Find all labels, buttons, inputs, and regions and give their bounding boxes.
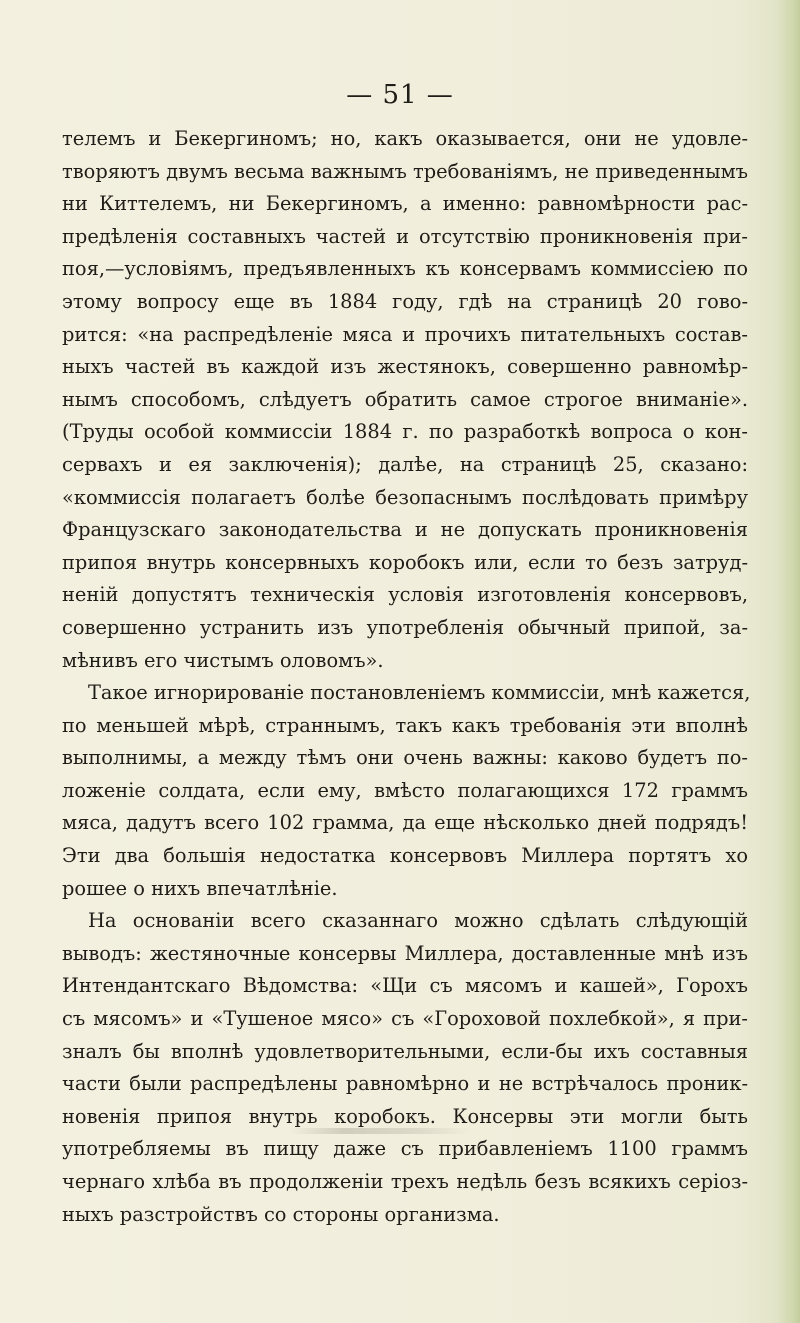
text-line: рится: «на распредѣленіе мяса и прочихъ питательныхъ состав- [62,322,748,346]
text-line: чернаго хлѣба въ продолженіи трехъ недѣль безъ всякихъ серіоз- [62,1170,748,1193]
text-line: ни Киттелемъ, ни Бекергиномъ, а именно: равномѣрности рас- [62,192,748,216]
body-text [62,123,751,1231]
text-line: Эти два большія недостатка консервовъ Миллера портятъ хо [62,844,748,868]
text-line: творяютъ двумъ весьма важнымъ требованіямъ, не приведеннымъ [62,159,748,183]
text-line: ложеніе солдата, если ему, вмѣсто полагающихся 172 граммъ [62,778,748,802]
text-line: выводъ: жестяночные консервы Миллера, доставленные мнѣ изъ [62,941,748,965]
text-line: мяса, дадутъ всего 102 грамма, да еще нѣсколько дней подрядъ! [62,811,748,835]
text-line: телемъ и Бекергиномъ; но, какъ оказывается, они не удовле- [62,127,748,150]
text-line: Французскаго законодательства и не допускать проникновенія [62,518,748,542]
text-line: зналъ бы вполнѣ удовлетворительными, если-бы ихъ составныя [62,1039,748,1063]
text-line: сервахъ и ея заключенія); далѣе, на страницѣ 25, сказано: [62,452,748,476]
text-line: совершенно устранить изъ употребленія обычный припой, за- [62,615,748,639]
text-line: нымъ способомъ, слѣдуетъ обратить самое строгое вниманіе». [62,387,748,411]
text-line: ныхъ частей въ каждой изъ жестянокъ, совершенно равномѣр- [62,355,748,379]
text-line: «коммиссія полагаетъ болѣе безопаснымъ послѣдовать примѣру [62,485,748,509]
text-line: поя,—условіямъ, предъявленныхъ къ консервамъ коммиссіею по [62,257,748,281]
text-line: выполнимы, а между тѣмъ они очень важны: каково будетъ по- [62,746,748,770]
text-line: части были распредѣлены равномѣрно и не встрѣчалось проник- [62,1072,748,1096]
text-line: мѣнивъ его чистымъ оловомъ». [62,648,384,672]
text-line: (Труды особой коммиссіи 1884 г. по разработкѣ вопроса о кон- [62,420,748,444]
text-line: по меньшей мѣрѣ, страннымъ, такъ какъ требованія эти вполнѣ [62,713,748,737]
text-line: неній допустятъ техническія условія изготовленія консервовъ, [62,583,748,607]
text-line: новенія припоя внутрь коробокъ. Консервы эти могли быть [62,1104,748,1128]
text-line: рошее о нихъ впечатлѣніе. [62,876,338,900]
text-line: припоя внутрь консервныхъ коробокъ или, если то безъ затруд- [62,550,748,574]
page-edge [778,0,800,1323]
text-line: Такое игнорированіе постановленіемъ коммиссіи, мнѣ кажется, [88,681,751,705]
text-line: ныхъ разстройствъ со стороны организма. [62,1202,500,1226]
ink-smudge [290,1128,470,1134]
text-line: употребляемы въ пищу даже съ прибавленіемъ 1100 граммъ [62,1137,748,1161]
text-line: предѣленія составныхъ частей и отсутствію проникновенія при- [62,224,748,248]
text-line: Интендантскаго Вѣдомства: «Щи съ мясомъ и кашей», Горохъ [62,974,748,998]
page-number: — 51 — [346,80,454,110]
text-line: На основаніи всего сказаннаго можно сдѣлать слѣдующій [88,909,748,933]
text-line: съ мясомъ» и «Тушеное мясо» съ «Гороховой похлебкой», я при- [62,1007,748,1031]
text-line: этому вопросу еще въ 1884 году, гдѣ на страницѣ 20 гово- [62,289,748,313]
